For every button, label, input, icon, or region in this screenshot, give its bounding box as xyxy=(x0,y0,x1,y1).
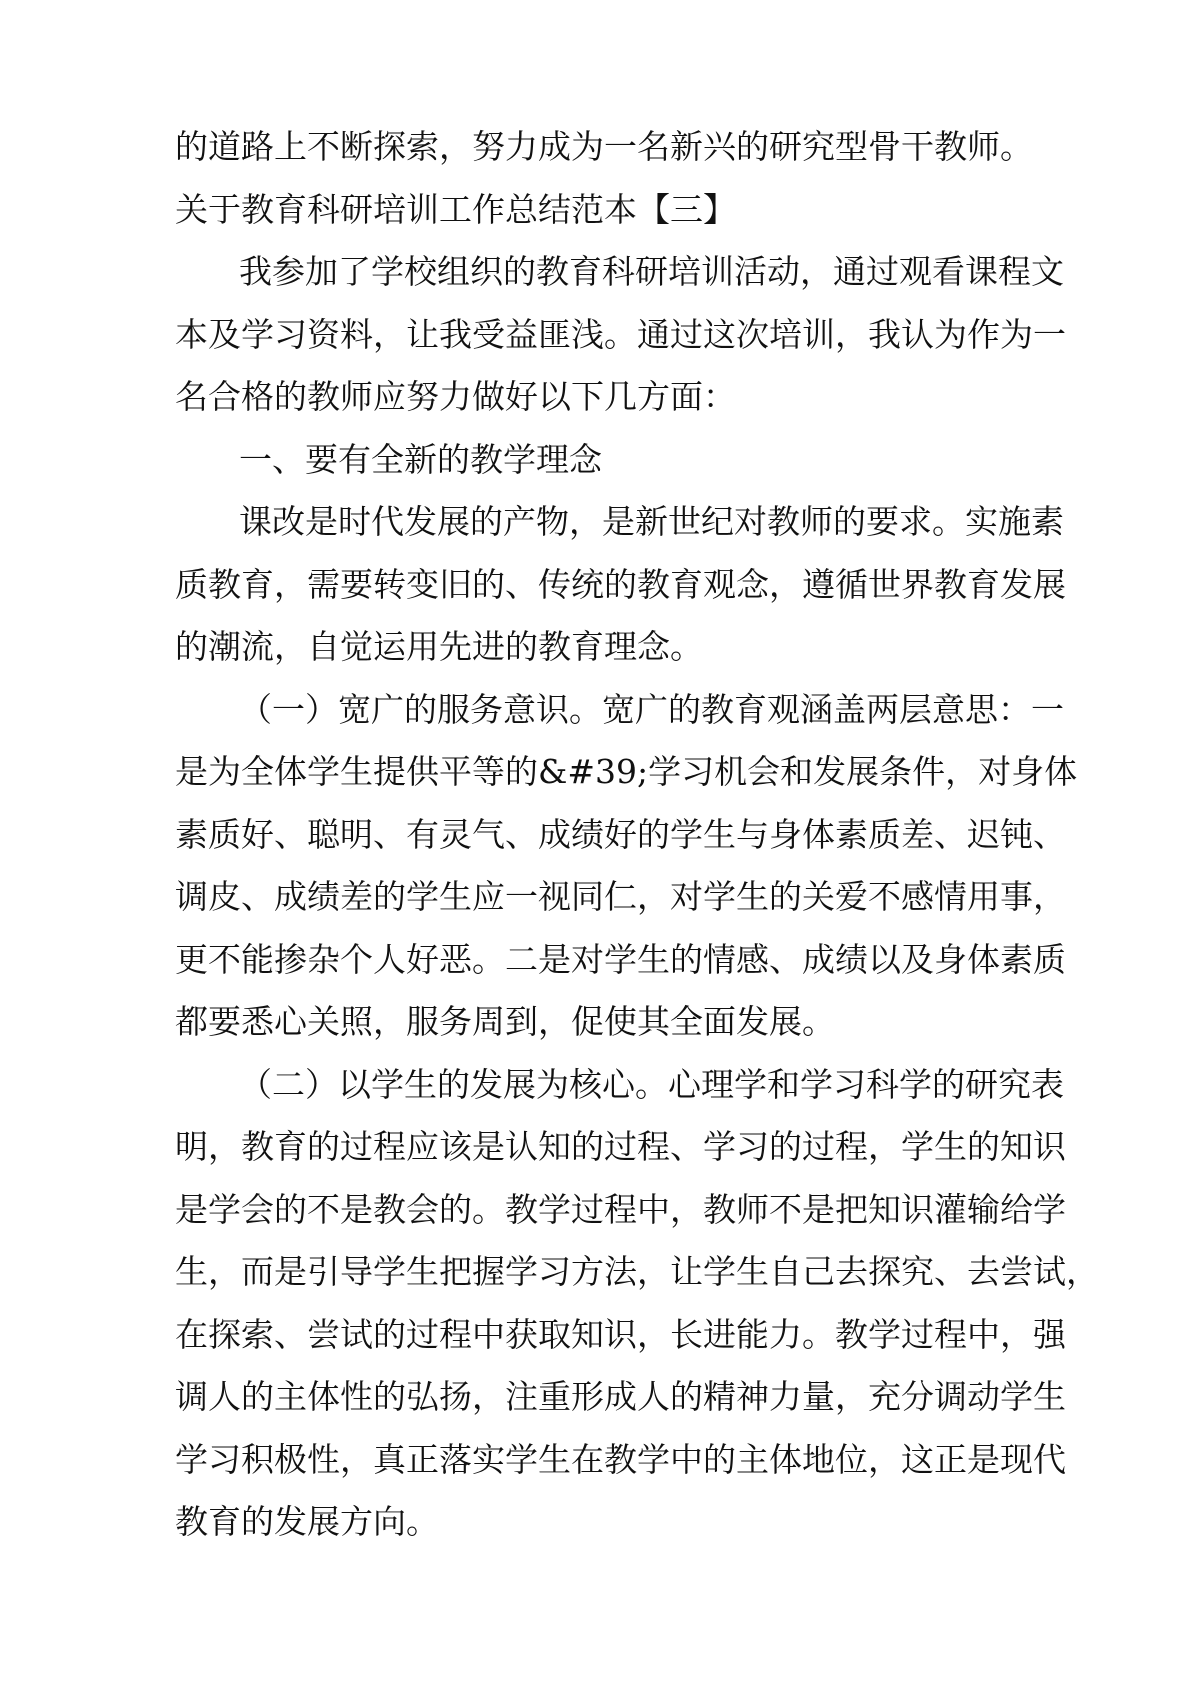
paragraph-line: 素质好、聪明、有灵气、成绩好的学生与身体素质差、迟钝、 xyxy=(175,814,1066,854)
paragraph-line: 学习积极性，真正落实学生在教学中的主体地位，这正是现代 xyxy=(175,1439,1066,1479)
paragraph-line: 的道路上不断探索，努力成为一名新兴的研究型骨干教师。 xyxy=(175,127,1033,166)
document-page xyxy=(175,116,1099,1554)
paragraph-line: 名合格的教师应努力做好以下几方面： xyxy=(175,377,736,416)
paragraph-line: 调皮、成绩差的学生应一视同仁，对学生的关爱不感情用事， xyxy=(175,877,1066,916)
paragraph-line: （二）以学生的发展为核心。心理学和学习科学的研究表 xyxy=(239,1064,1064,1104)
paragraph-line: 我参加了学校组织的教育科研培训活动，通过观看课程文 xyxy=(239,252,1064,291)
paragraph-line: 都要悉心关照，服务周到，促使其全面发展。 xyxy=(175,1002,835,1041)
paragraph-line: （一）宽广的服务意识。宽广的教育观涵盖两层意思：一 xyxy=(239,689,1064,729)
paragraph-line: 是为全体学生提供平等的&#39;学习机会和发展条件，对身体 xyxy=(175,752,1078,791)
section-title: 关于教育科研培训工作总结范本【三】 xyxy=(175,189,736,229)
section-heading: 一、要有全新的教学理念 xyxy=(239,439,602,479)
paragraph-line: 更不能掺杂个人好恶。二是对学生的情感、成绩以及身体素质 xyxy=(175,939,1066,979)
paragraph-line: 生，而是引导学生把握学习方法，让学生自己去探究、去尝试， xyxy=(175,1252,1099,1291)
paragraph-line: 教育的发展方向。 xyxy=(175,1502,439,1541)
paragraph-line: 明，教育的过程应该是认知的过程、学习的过程，学生的知识 xyxy=(175,1127,1066,1166)
paragraph-line: 本及学习资料，让我受益匪浅。通过这次培训，我认为作为一 xyxy=(175,314,1066,354)
paragraph-line: 质教育，需要转变旧的、传统的教育观念，遵循世界教育发展 xyxy=(175,564,1066,604)
paragraph-line: 在探索、尝试的过程中获取知识，长进能力。教学过程中，强 xyxy=(175,1314,1066,1354)
paragraph-line: 调人的主体性的弘扬，注重形成人的精神力量，充分调动学生 xyxy=(175,1377,1066,1416)
paragraph-line: 课改是时代发展的产物，是新世纪对教师的要求。实施素 xyxy=(239,502,1064,541)
paragraph-line: 的潮流，自觉运用先进的教育理念。 xyxy=(175,627,703,666)
paragraph-line: 是学会的不是教会的。教学过程中，教师不是把知识灌输给学 xyxy=(175,1189,1066,1229)
